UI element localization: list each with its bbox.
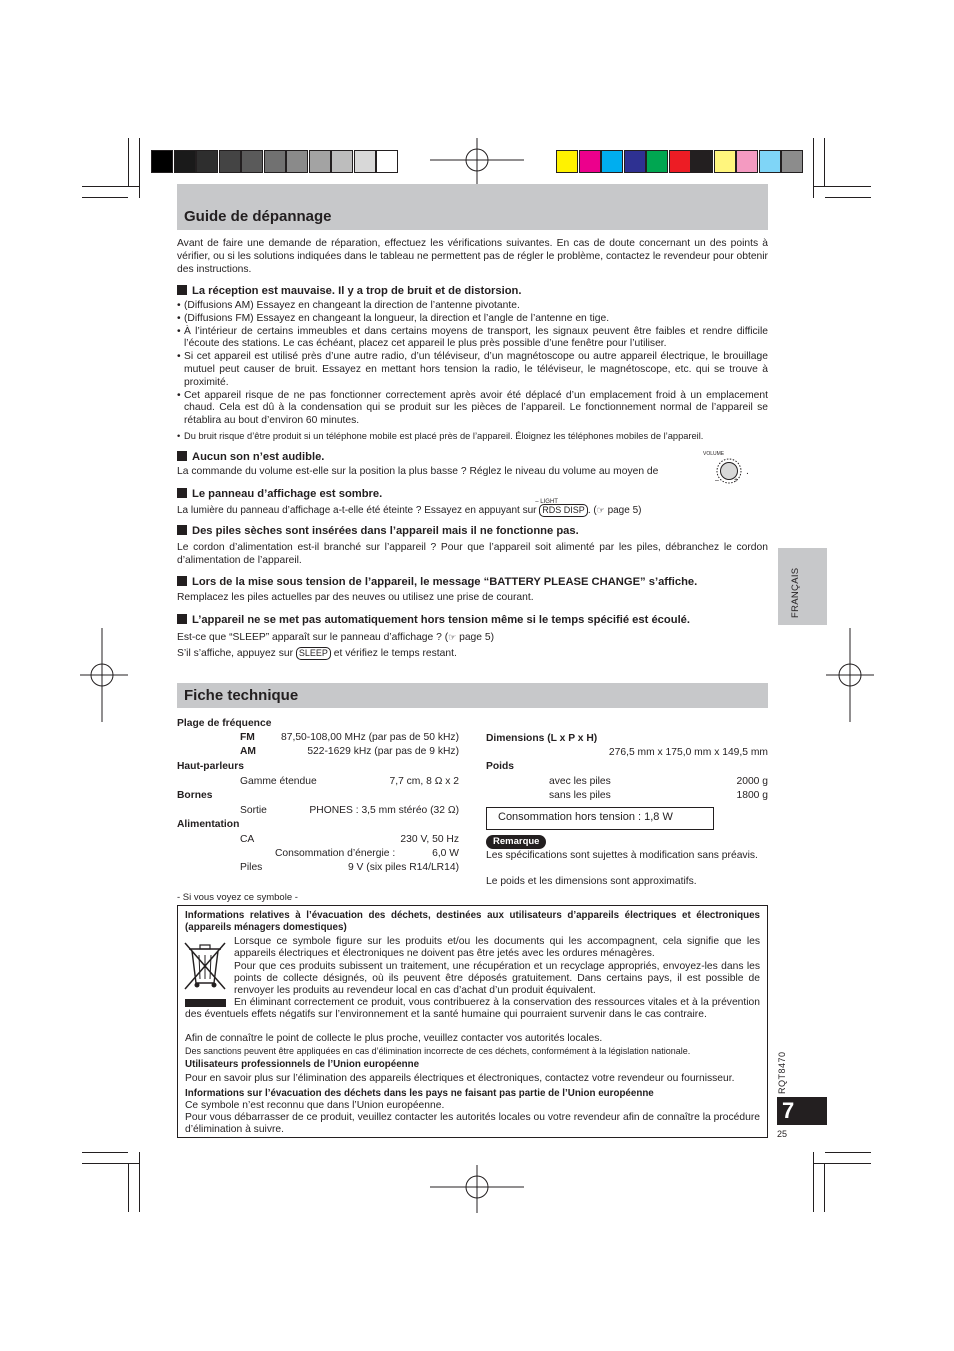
color-swatch — [669, 150, 691, 173]
gray-swatch — [309, 150, 331, 173]
color-swatch — [759, 150, 781, 173]
heading-square-icon — [177, 525, 187, 535]
color-swatch — [781, 150, 803, 173]
color-swatch — [579, 150, 601, 173]
page-badge — [777, 1097, 827, 1125]
troubleshooting-title: Guide de dépannage — [184, 208, 332, 225]
spec-note-1: Les spécifications sont sujettes à modification sans préavis. — [486, 850, 758, 861]
disposal-paragraph-2: Pour que ces produits subissent un traitement, une récupération et un recyclage appropriés, envoyez-les dans les points de collecte désignés, où ils peuvent être déposés gratuitement. Dans certains pays, il est possible de renvoyer les produits au revendeur local en cas d’achat d’un produit équivalent. — [234, 961, 760, 996]
display-dark-heading-text: Le panneau d’affichage est sombre. — [192, 488, 383, 500]
gray-swatch — [286, 150, 308, 173]
no-sound-text-end: . — [746, 466, 749, 477]
heading-square-icon — [177, 488, 187, 498]
spec-speakers-name: Gamme étendue — [240, 776, 317, 787]
heading-square-icon — [177, 576, 187, 586]
spec-ac-name: CA — [240, 834, 255, 845]
spec-dimensions-label: Dimensions (L x P x H) — [486, 733, 598, 744]
disposal-title: Informations relatives à l’évacuation des déchets, destinées aux utilisateurs d’appareils électriques et électroniques (appareils ménagers domestiques) — [185, 910, 760, 933]
pointing-hand-icon: ☞ — [596, 505, 605, 515]
heading-square-icon — [177, 285, 187, 295]
list-item: • Cet appareil risque de ne pas fonctionner correctement après avoir été déplacé d’un emplacement froid à un emplacement chaud. Cela est dû à la condensation qui se produit sur les pièces de l’appareil. Le fonctionnement normal de l’appareil se rétablira au bout d’environ 60 minutes. — [177, 390, 768, 428]
reception-heading — [177, 284, 522, 298]
spec-freq-label: Plage de fréquence — [177, 718, 272, 729]
color-swatch — [736, 150, 758, 173]
spec-terminals-value: PHONES : 3,5 mm stéréo (32 Ω) — [309, 805, 459, 816]
language-label: FRANÇAIS — [790, 567, 801, 618]
batteries-heading-text: Des piles sèches sont insérées dans l’appareil mais il ne fonctionne pas. — [192, 525, 579, 537]
list-item: • À l’intérieur de certains immeubles et dans certains moyens de transport, les signaux peuvent être faibles et rendre difficile l’écoute des stations. Le cas échéant, placez cet appareil le plus près possible d’une fenêtre pour l’utiliser. — [177, 326, 768, 352]
spec-batteries-value: 9 V (six piles R14/LR14) — [347, 862, 459, 873]
spec-speakers-label: Haut-parleurs — [177, 761, 244, 772]
spec-with-batteries: avec les piles — [549, 776, 611, 787]
spec-am-value: 522-1629 kHz (par pas de 9 kHz) — [307, 746, 459, 757]
registration-mark-bottom — [430, 1165, 524, 1213]
reception-heading-text: La réception est mauvaise. Il y a trop de bruit et de distorsion. — [192, 285, 522, 297]
spec-power-label: Alimentation — [177, 819, 240, 830]
spec-consumption-name: Consommation d’énergie : — [275, 848, 396, 859]
list-item: • (Diffusions AM) Essayez en changeant la direction de l’antenne pivotante. — [177, 300, 768, 313]
display-dark-heading — [177, 487, 382, 501]
gray-swatch — [174, 150, 196, 173]
spec-fm-value: 87,50-108,00 MHz (par pas de 50 kHz) — [281, 732, 459, 743]
display-dark-text-main: La lumière du panneau d’affichage a-t-elle été éteinte ? Essayez en appuyant sur — [177, 505, 537, 516]
list-item: • Si cet appareil est utilisé près d’une autre radio, d’un téléviseur, d’un magnétoscope ou autre appareil électrique, le brouillage mutuel peut causer de bruit. Essayez en mettant hors tension la radio, le téléviseur, le magnétoscope, etc. qui se trouve à proximité. — [177, 351, 768, 389]
symbol-note: - Si vous voyez ce symbole - — [177, 892, 298, 903]
disposal-paragraph-1: Lorsque ce symbole figure sur les produits et/ou les documents qui les accompagnent, cela signifie que les appareils électriques et électroniques ne doivent pas être jetés avec les ordures ménagères. — [234, 936, 760, 959]
troubleshooting-intro: Avant de faire une demande de réparation, effectuez les vérifications suivantes. En cas de doute concernant un des points à vérifier, ou si les solutions indiquées dans le tableau ne permettent pas de régler le problème, contactez le revendeur pour obtenir des instructions. — [177, 238, 768, 275]
spec-batteries-name: Piles — [240, 862, 263, 873]
no-sound-heading — [177, 450, 324, 464]
spec-note-2: Le poids et les dimensions sont approximatifs. — [486, 876, 697, 887]
auto-off-heading — [177, 613, 690, 627]
spec-dimensions-value: 276,5 mm x 175,0 mm x 149,5 mm — [608, 747, 768, 758]
battery-msg-heading-text: Lors de la mise sous tension de l’appareil, le message “BATTERY PLEASE CHANGE” s’affiche. — [192, 576, 698, 588]
batteries-heading — [177, 524, 579, 538]
standby-consumption-box — [486, 807, 714, 830]
volume-plus: + — [734, 477, 739, 484]
disposal-outside-paragraph-2: Pour vous débarrasser de ce produit, veuillez contacter les autorités locales ou votre revendeur afin de connaître la procédure d’élimination à suivre. — [185, 1112, 760, 1135]
spec-terminals-name: Sortie — [240, 805, 267, 816]
disposal-paragraph-3: En éliminant correctement ce produit, vous contribuerez à la conservation des ressources vitales et à la prévention des éventuels effets négatifs sur l’environnement et la santé humaine qui pourraient survenir dans le cas contraire. — [185, 997, 760, 1020]
auto-off-page-ref: page 5) — [459, 632, 495, 643]
volume-minus: – — [715, 477, 719, 484]
gray-swatch — [331, 150, 353, 173]
batteries-text: Le cordon d’alimentation est-il branché sur l’appareil ? Pour que l’appareil soit alimenté par les piles, débranchez le cordon d’alimentation de l’appareil. — [177, 542, 768, 566]
gray-swatch — [196, 150, 218, 173]
pointing-hand-icon: ☞ — [448, 632, 457, 642]
battery-msg-text: Remplacez les piles actuelles par des neuves ou utilisez une prise de courant. — [177, 592, 534, 603]
disposal-paragraph-4: Afin de connaître le point de collecte le plus proche, veuillez contacter vos autorités locales. — [185, 1033, 603, 1044]
color-swatch — [691, 150, 713, 173]
auto-off-heading-text: L’appareil ne se met pas automatiquement hors tension même si le temps spécifié est écoulé. — [192, 614, 691, 626]
registration-mark-right — [826, 628, 874, 722]
gray-swatch — [151, 150, 173, 173]
display-dark-page-ref: page 5) — [607, 505, 642, 516]
display-dark-text — [177, 499, 642, 518]
spec-without-batteries: sans les piles — [549, 790, 611, 801]
standby-consumption-text: Consommation hors tension : 1,8 W — [498, 811, 673, 823]
auto-off-text-2 — [177, 647, 457, 661]
spec-am-label: AM — [240, 746, 257, 757]
volume-knob-label: VOLUME — [703, 451, 725, 457]
auto-off-text-2-main: S’il s’affiche, appuyez sur — [177, 648, 293, 659]
page-number: 25 — [777, 1129, 788, 1139]
gray-swatch — [219, 150, 241, 173]
registration-mark-top — [430, 138, 524, 186]
auto-off-text-1 — [177, 631, 494, 645]
spec-with-batteries-value: 2000 g — [736, 776, 768, 787]
note-badge: Remarque — [486, 835, 546, 849]
spec-fm-label: FM — [240, 732, 255, 743]
auto-off-text-2-end: et vérifiez le temps restant. — [333, 648, 457, 659]
no-sound-heading-text: Aucun son n’est audible. — [192, 451, 325, 463]
specs-title: Fiche technique — [184, 687, 299, 704]
color-swatch — [646, 150, 668, 173]
spec-terminals-label: Bornes — [177, 790, 213, 801]
spec-without-batteries-value: 1800 g — [736, 790, 768, 801]
disposal-outside-paragraph-1: Ce symbole n’est reconnu que dans l’Union européenne. — [185, 1100, 445, 1111]
disposal-pro-text: Pour en savoir plus sur l’élimination des appareils électriques et électroniques, contactez votre revendeur ou fournisseur. — [185, 1073, 735, 1084]
disposal-pro-heading: Utilisateurs professionnels de l’Union européenne — [185, 1059, 420, 1070]
rds-disp-button-icon: RDS DISP — [539, 504, 588, 517]
spec-ac-value: 230 V, 50 Hz — [400, 834, 459, 845]
page-badge-number: 7 — [782, 1098, 795, 1123]
light-label: – LIGHT — [535, 499, 558, 505]
color-swatch — [714, 150, 736, 173]
language-side-tab — [778, 548, 827, 625]
auto-off-text-1-main: Est-ce que “SLEEP” apparaît sur le panneau d’affichage ? ( — [177, 632, 449, 643]
gray-swatch — [354, 150, 376, 173]
heading-square-icon — [177, 451, 187, 461]
disposal-outside-heading: Informations sur l’évacuation des déchets dans les pays ne faisant pas partie de l’Union européenne — [185, 1088, 654, 1099]
disposal-paragraph-5: Des sanctions peuvent être appliquées en cas d’élimination incorrecte de ces déchets, conformément à la législation nationale. — [185, 1046, 691, 1056]
gray-swatch — [241, 150, 263, 173]
disposal-info-box — [177, 905, 768, 1138]
ref-prefix: . ( — [587, 505, 597, 516]
list-item: • Du bruit risque d’être produit si un téléphone mobile est placé près de l’appareil. Éloignez les téléphones mobiles de l’appareil. — [177, 430, 768, 443]
list-item: • (Diffusions FM) Essayez en changeant la longueur, la direction et l’angle de l’antenne en tige. — [177, 313, 768, 326]
heading-square-icon — [177, 614, 187, 624]
sleep-button-icon: SLEEP — [296, 647, 331, 660]
spec-speakers-value: 7,7 cm, 8 Ω x 2 — [389, 776, 459, 787]
spec-weight-label: Poids — [486, 761, 515, 772]
spec-consumption-value: 6,0 W — [432, 848, 459, 859]
reception-bullets — [177, 300, 768, 443]
registration-mark-left — [80, 628, 128, 722]
gray-swatch — [376, 150, 398, 173]
no-sound-text: La commande du volume est-elle sur la position la plus basse ? Réglez le niveau du volume au moyen de — [177, 466, 659, 477]
color-swatch — [624, 150, 646, 173]
color-swatch — [556, 150, 578, 173]
color-swatch — [601, 150, 623, 173]
battery-msg-heading — [177, 575, 697, 589]
gray-swatch — [264, 150, 286, 173]
model-number: RQT8470 — [777, 1051, 787, 1094]
